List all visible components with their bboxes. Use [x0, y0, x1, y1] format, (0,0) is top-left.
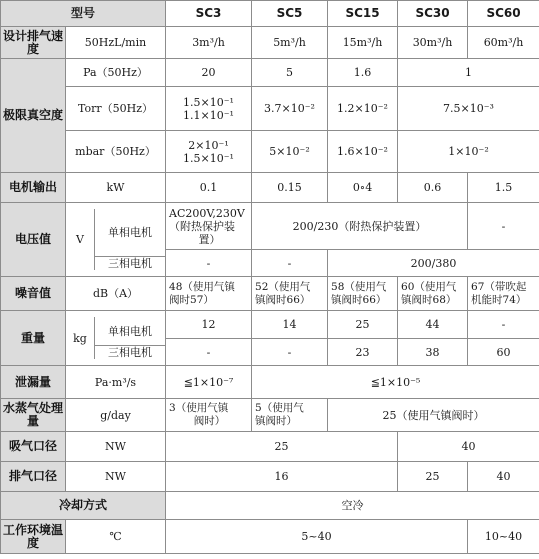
pump-speed-sc60: 60m³/h [468, 27, 539, 59]
leak-unit: Pa·m³/s [66, 366, 166, 399]
voltage-single-row [1, 203, 539, 250]
model-sc3: SC3 [166, 1, 252, 27]
weight-three-sc60: 60 [468, 339, 539, 366]
weight-single-sc3: 12 [166, 311, 252, 339]
voltage-single-sc60: - [468, 203, 539, 250]
vacuum-pa-sc3: 20 [166, 59, 252, 87]
vacuum-mbar-row [1, 131, 539, 173]
pump-speed-sc15: 15m³/h [328, 27, 398, 59]
motor-output-sc5: 0.15 [252, 173, 328, 203]
weight-three-sc5: - [252, 339, 328, 366]
inlet-unit: NW [66, 432, 166, 462]
vacuum-mbar-sc3-line2: 1.5×10⁻¹ [183, 151, 234, 165]
weight-single-row [1, 311, 539, 339]
voltage-unit: V [66, 209, 95, 270]
voltage-label: 电压值 [1, 203, 66, 277]
inlet-row [1, 432, 539, 462]
leak-sc5-60: ≦1×10⁻⁵ [252, 366, 539, 399]
vacuum-mbar-unit: mbar（50Hz） [66, 131, 166, 173]
noise-label: 噪音值 [1, 277, 66, 311]
voltage-single-sc3-line1: AC200V,230V [169, 206, 245, 220]
noise-sc3 [166, 277, 252, 311]
vacuum-pa-unit: Pa（50Hz） [66, 59, 166, 87]
header-row [1, 1, 539, 27]
outlet-unit: NW [66, 462, 166, 492]
outlet-sc30: 25 [398, 462, 468, 492]
vacuum-torr-sc15: 1.2×10⁻² [328, 87, 398, 131]
noise-sc15-line1: 58（使用气 [331, 280, 387, 293]
motor-output-sc3: 0.1 [166, 173, 252, 203]
motor-output-label: 电机输出 [1, 173, 66, 203]
noise-sc3-line2: 阀时57） [169, 293, 214, 306]
ambient-unit: ℃ [66, 520, 166, 554]
voltage-three-label: 三相电机 [108, 257, 152, 270]
noise-sc60-line2: 机能时74） [471, 293, 527, 306]
weight-single-sc15: 25 [328, 311, 398, 339]
outlet-sc3-15: 16 [166, 462, 398, 492]
pump-speed-sc30: 30m³/h [398, 27, 468, 59]
pump-speed-label: 设计排气速度 [1, 27, 66, 59]
model-sc30: SC30 [398, 1, 468, 27]
leak-label: 泄漏量 [1, 366, 66, 399]
ambient-sc60: 10~40 [468, 520, 539, 554]
vapor-sc5-line2: 镇阀时） [255, 415, 298, 427]
voltage-three-sc3: - [166, 250, 252, 277]
vacuum-pa-sc15: 1.6 [328, 59, 398, 87]
model-header: 型号 [1, 1, 166, 27]
ambient-label: 工作环境温度 [1, 520, 66, 554]
vapor-label: 水蒸气处理量 [1, 399, 66, 432]
vacuum-torr-row [1, 87, 539, 131]
vapor-sc3-line2: 阀时） [193, 415, 226, 427]
weight-three-sc15: 23 [328, 339, 398, 366]
ambient-sc3-30: 5~40 [166, 520, 468, 554]
outlet-sc60: 40 [468, 462, 539, 492]
weight-label: 重量 [1, 311, 66, 366]
vacuum-pa-sc30-60: 1 [398, 59, 539, 87]
weight-single-sc5: 14 [252, 311, 328, 339]
pump-speed-unit: 50HzL/min [66, 27, 166, 59]
vacuum-torr-sc30-60: 7.5×10⁻³ [398, 87, 539, 131]
vacuum-mbar-sc5: 5×10⁻² [252, 131, 328, 173]
noise-sc60 [468, 277, 539, 311]
voltage-single-sc3-line3: 置） [198, 232, 221, 246]
outlet-row [1, 462, 539, 492]
noise-sc30-line2: 镇阀时68） [401, 293, 457, 306]
noise-sc5-line1: 52（使用气 [255, 280, 311, 293]
motor-output-unit: kW [66, 173, 166, 203]
vacuum-mbar-sc15: 1.6×10⁻² [328, 131, 398, 173]
vacuum-pa-row [1, 59, 539, 87]
vacuum-torr-sc3-line1: 1.5×10⁻¹ [183, 95, 234, 109]
voltage-three-sc15-60: 200/380 [328, 250, 539, 277]
noise-sc3-line1: 48（使用气镇 [169, 280, 235, 293]
cooling-label: 冷却方式 [1, 492, 166, 520]
ambient-row [1, 520, 539, 554]
weight-three-sc30: 38 [398, 339, 468, 366]
leak-row [1, 366, 539, 399]
noise-unit: dB（A） [66, 277, 166, 311]
motor-output-sc15: 0∘4 [328, 173, 398, 203]
weight-three-label: 三相电机 [108, 346, 152, 359]
model-sc60: SC60 [468, 1, 539, 27]
weight-unit-cell [66, 311, 166, 366]
ultimate-vacuum-label: 极限真空度 [1, 59, 66, 173]
vacuum-pa-sc5: 5 [252, 59, 328, 87]
voltage-single-sc5-30: 200/230（附热保护装置） [252, 203, 468, 250]
vapor-row [1, 399, 539, 432]
cooling-row [1, 492, 539, 520]
voltage-single-label: 单相电机 [95, 209, 165, 257]
model-sc15: SC15 [328, 1, 398, 27]
noise-sc5-line2: 镇阀时66） [255, 293, 311, 306]
voltage-single-sc3-line2: （附热保护装 [169, 219, 236, 233]
pump-speed-sc3: 3m³/h [166, 27, 252, 59]
outlet-label: 排气口径 [1, 462, 66, 492]
inlet-label: 吸气口径 [1, 432, 66, 462]
motor-output-sc30: 0.6 [398, 173, 468, 203]
voltage-single-sc3 [166, 203, 252, 250]
noise-row [1, 277, 539, 311]
vapor-sc3 [166, 399, 252, 432]
vacuum-torr-sc5: 3.7×10⁻² [252, 87, 328, 131]
vapor-sc5-line1: 5（使用气 [255, 402, 304, 414]
vacuum-torr-unit: Torr（50Hz） [66, 87, 166, 131]
voltage-unit-cell [66, 203, 166, 277]
motor-output-sc60: 1.5 [468, 173, 539, 203]
vacuum-mbar-sc30-60: 1×10⁻² [398, 131, 539, 173]
weight-single-sc30: 44 [398, 311, 468, 339]
leak-sc3: ≦1×10⁻⁷ [166, 366, 252, 399]
vapor-unit: g/day [66, 399, 166, 432]
vapor-sc5 [252, 399, 328, 432]
vapor-sc15-60: 25（使用气镇阀时） [328, 399, 539, 432]
voltage-three-sc5: - [252, 250, 328, 277]
noise-sc15-line2: 镇阀时66） [331, 293, 387, 306]
noise-sc60-line1: 67（带吹起 [471, 280, 527, 293]
pump-speed-sc5: 5m³/h [252, 27, 328, 59]
pump-speed-row [1, 27, 539, 59]
vacuum-mbar-sc3-line1: 2×10⁻¹ [188, 138, 229, 152]
vacuum-torr-sc3 [166, 87, 252, 131]
model-sc5: SC5 [252, 1, 328, 27]
weight-single-label: 单相电机 [95, 317, 165, 346]
weight-unit: kg [66, 317, 95, 359]
noise-sc15 [328, 277, 398, 311]
cooling-value: 空冷 [166, 492, 539, 520]
motor-output-row [1, 173, 539, 203]
vapor-sc3-line1: 3（使用气镇 [169, 402, 229, 414]
weight-three-sc3: - [166, 339, 252, 366]
inlet-sc30-60: 40 [398, 432, 539, 462]
noise-sc30-line1: 60（使用气 [401, 280, 457, 293]
vacuum-torr-sc3-line2: 1.1×10⁻¹ [183, 108, 234, 122]
inlet-sc3-15: 25 [166, 432, 398, 462]
noise-sc30 [398, 277, 468, 311]
vacuum-mbar-sc3 [166, 131, 252, 173]
noise-sc5 [252, 277, 328, 311]
weight-single-sc60: - [468, 311, 539, 339]
